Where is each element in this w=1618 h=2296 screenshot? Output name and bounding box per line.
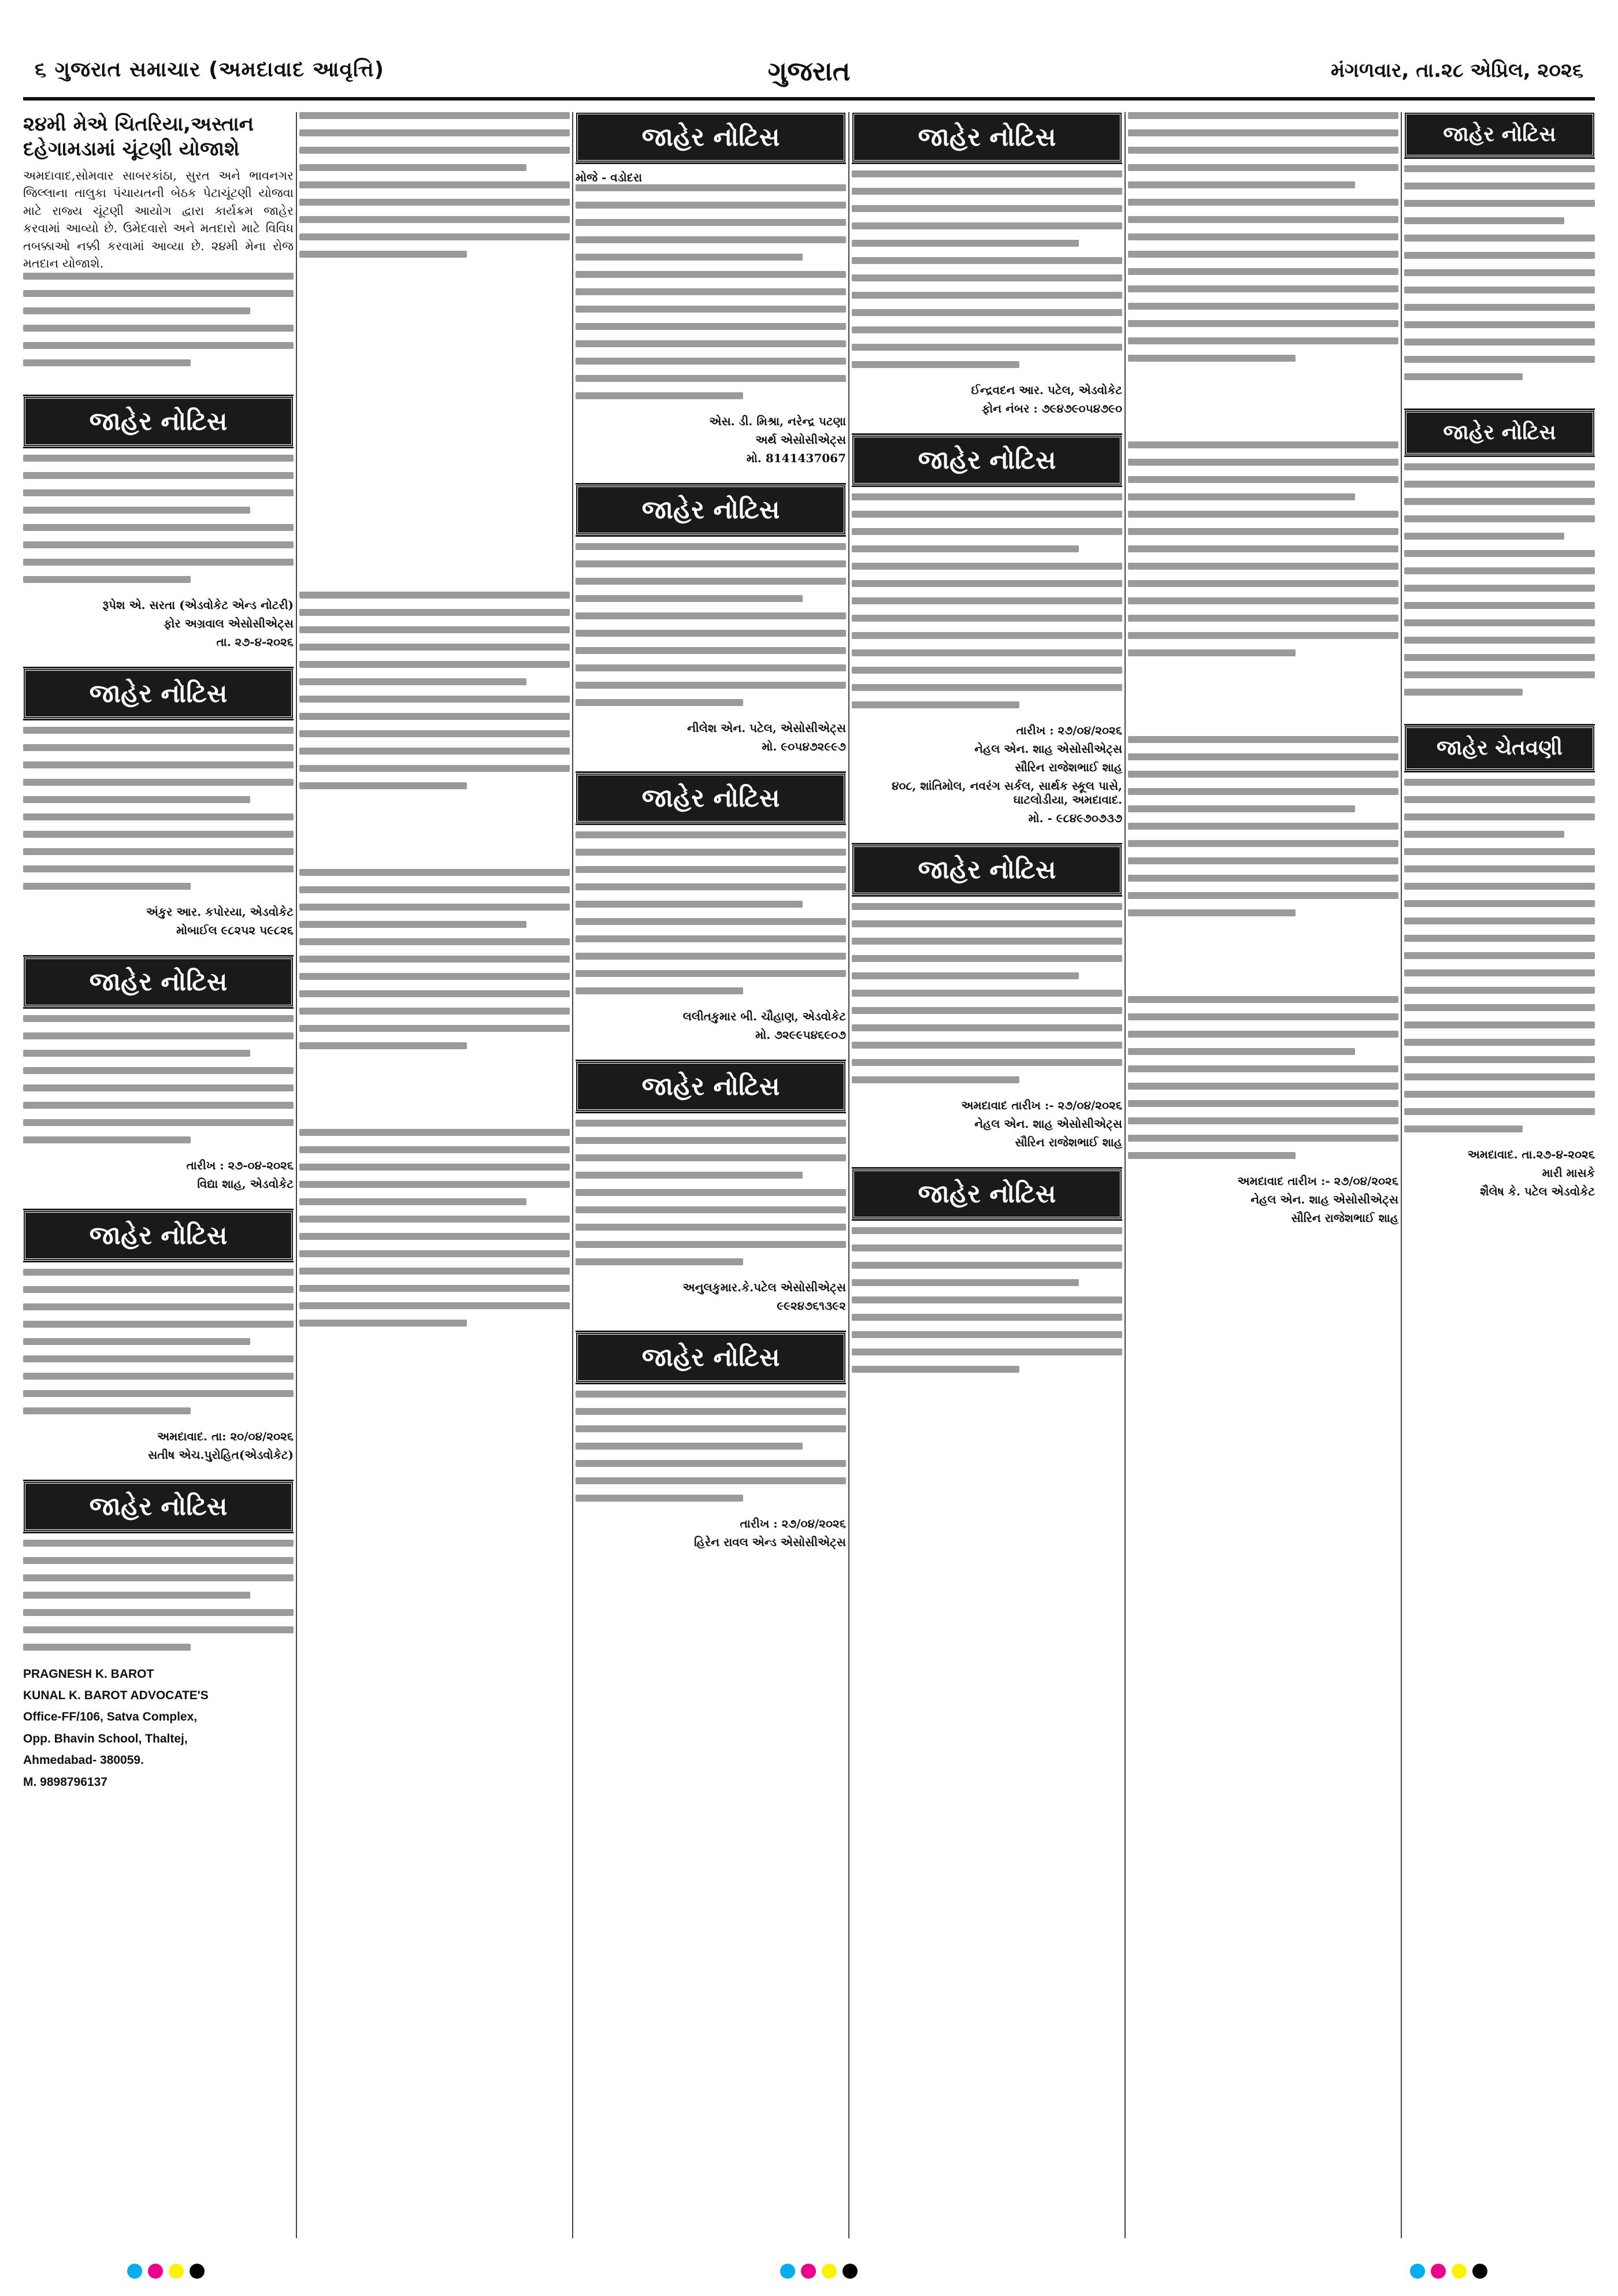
- column-divider: [1401, 112, 1402, 2238]
- magenta-registration-mark: [801, 2264, 816, 2279]
- notice-signature: લલીતકુમાર બી. ચૌહાણ, એડવોકેટ: [682, 1009, 846, 1023]
- warning-notice: [1404, 726, 1595, 1198]
- column-divider: [572, 112, 573, 2238]
- notice-phone: ૯૯૨૪૭૬૧૩૯૨: [777, 1299, 846, 1313]
- notice-heading: જાહેર નોટિસ: [576, 485, 846, 535]
- column-3: [576, 112, 846, 2250]
- column-1: [23, 112, 294, 2250]
- notice-date: અમદાવાદ. તા: ૨૦/૦૪/૨૦૨૬: [157, 1429, 294, 1443]
- notice-9: [576, 1061, 846, 1313]
- notice-date: તા. ૨૭-૪-૨૦૨૬: [216, 634, 294, 649]
- notice-body-continued: [299, 1129, 570, 1337]
- warning-date: અમદાવાદ. તા.૨૭-૪-૨૦૨૬: [1467, 1147, 1595, 1161]
- notice-signature-2: સૌરિન રાજેશભાઈ શાહ: [1015, 1135, 1122, 1149]
- notice-signature: નેહલ એન. શાહ એસોસીએટ્સ: [1250, 1192, 1398, 1206]
- notice-body: [576, 184, 846, 410]
- notice-heading: જાહેર નોટિસ: [576, 773, 846, 823]
- notice-heading: જાહેર નોટિસ: [852, 1169, 1122, 1219]
- notice-heading: જાહેર નોટિસ: [576, 112, 846, 162]
- notice-address: ૪૦૮, શાંતિમોલ, નવરંગ સર્કલ, સાર્થક સ્કૂલ પાસે, ઘાટલોડીયા, અમદાવાદ.: [892, 779, 1122, 807]
- advocate-phone: M. 9898796137: [23, 1775, 107, 1789]
- notice-body: [23, 1269, 294, 1425]
- black-registration-mark: [1472, 2264, 1487, 2279]
- notice-date: તારીખ : ૨૭/૦૪/૨૦૨૬: [1016, 723, 1122, 737]
- notice-phone: મોબાઈલ ૯૮૨૫૨ ૫૯૮૨૬: [176, 923, 294, 937]
- notice-signature: અંકુર આર. કપોરયા, એડવોકેટ: [146, 904, 294, 919]
- notice-date: અમદાવાદ તારીખ :- ૨૭/૦૪/૨૦૨૬: [961, 1098, 1122, 1112]
- column-divider: [296, 112, 297, 2238]
- cyan-registration-mark: [780, 2264, 795, 2279]
- notice-body: [852, 903, 1122, 1094]
- notice-1: [23, 396, 294, 649]
- notice-11: [852, 112, 1122, 415]
- notice-signature: રૂપેશ એ. સરતા (એડવોકેટ એન્ડ નોટરી): [102, 597, 294, 612]
- warning-signature-2: શૈલેષ કે. પટેલ એડવોકેટ: [1480, 1184, 1595, 1198]
- notice-signature: સતીષ એચ.પુરોહિત(એડવોકેટ): [148, 1447, 294, 1462]
- column-5: [1128, 112, 1398, 2250]
- notice-signature-2: સૌરિન રાજેશભાઈ શાહ: [1015, 760, 1122, 774]
- notice-firm: અર્થ એસોસીએટ્સ: [755, 433, 846, 447]
- notice-heading: જાહેર નોટિસ: [23, 668, 294, 719]
- notice-body: [852, 1227, 1122, 1383]
- cyan-registration-mark: [127, 2264, 142, 2279]
- column-6: [1404, 112, 1595, 2250]
- advocate-firm: KUNAL K. BAROT ADVOCATE'S: [23, 1689, 209, 1703]
- notice-14: [852, 1169, 1122, 1383]
- advocate-office: Office-FF/106, Satva Complex,: [23, 1710, 198, 1724]
- warning-signature: મારી માસકે: [1542, 1166, 1595, 1180]
- notice-phone: ફોન નંબર : ૭૯૪૭૯૦૫૪૭૯૦: [982, 402, 1122, 415]
- notice-phone: મો. 8141437067: [746, 451, 846, 465]
- notice-heading: જાહેર નોટિસ: [1404, 410, 1595, 455]
- warning-heading: જાહેર ચેતવણી: [1404, 726, 1595, 771]
- notice-body-continued: [299, 592, 570, 800]
- print-registration-marks: [0, 2264, 1618, 2281]
- notice-phone: મો. ૯૦૫૪૭૨૯૯૭: [762, 740, 846, 753]
- magenta-registration-mark: [148, 2264, 163, 2279]
- notice-heading: જાહેર નોટિસ: [1404, 112, 1595, 157]
- black-registration-mark: [843, 2264, 858, 2279]
- news-headline: ૨૪મી મેએ ચિતરિયા,અસ્તાન દહેગામડામાં ચૂંટણી યોજાશે: [23, 113, 254, 161]
- notice-body: [23, 1015, 294, 1154]
- notice-signature: નેહલ એન. શાહ એસોસીએટ્સ: [974, 742, 1122, 756]
- masthead: [0, 0, 1618, 103]
- yellow-registration-mark: [822, 2264, 837, 2279]
- notice-signature-2: સૌરિન રાજેશભાઈ શાહ: [1291, 1211, 1398, 1225]
- notice-firm: ફોર અગ્રવાલ એસોસીએટ્સ: [164, 616, 294, 630]
- news-body: અમદાવાદ,સોમવાર સાબરકાંઠા, સુરત અને ભાવનગર જિલ્લાના તાલુકા પંચાયતની બેઠક પેટાચૂંટણી યોજવા માટે રાજ્ય ચૂંટણી આયોગ દ્વારા કાર્યક્રમ જાહેર કરવામાં આવ્યો છે. ઉમેદવારો અને મતદારો માટે વિવિધ તબક્કાઓ નક્કી કરવામાં આવ્યા છે. ૨૪મી મેના રોજ મતદાન યોજાશે.: [23, 169, 294, 271]
- yellow-registration-mark: [169, 2264, 184, 2279]
- notice-13: [852, 845, 1122, 1149]
- notice-signature: નેહલ એન. શાહ એસોસીએટ્સ: [974, 1117, 1122, 1131]
- notice-body: [1404, 165, 1595, 391]
- notice-heading: જાહેર નોટિસ: [852, 435, 1122, 485]
- section-title: ગુજરાત: [767, 55, 851, 87]
- notice-body-continued: [1128, 996, 1398, 1169]
- notice-body-continued: [1128, 112, 1398, 372]
- advocate-landmark: Opp. Bhavin School, Thaltej,: [23, 1732, 188, 1745]
- advocate-city: Ahmedabad- 380059.: [23, 1753, 144, 1767]
- notice-date: તારીખ : ૨૭/૦૪/૨૦૨૬: [740, 1517, 846, 1530]
- notice-7: [576, 485, 846, 753]
- column-divider: [1125, 112, 1126, 2238]
- notice-heading: જાહેર નોટિસ: [23, 957, 294, 1007]
- column-4: [852, 112, 1122, 2250]
- notice-body: [576, 543, 846, 716]
- notice-heading: જાહેર નોટિસ: [23, 1481, 294, 1532]
- notice-8: [576, 773, 846, 1042]
- advocate-name: PRAGNESH K. BAROT: [23, 1667, 154, 1681]
- notice-signature: અનુલકુમાર.કે.પટેલ એસોસીએટ્સ: [682, 1280, 846, 1294]
- notice-body: [23, 727, 294, 900]
- notice-16: [1404, 410, 1595, 706]
- notice-5: [23, 1481, 294, 1790]
- notice-body-continued: [1128, 441, 1398, 667]
- notice-heading: જાહેર નોટિસ: [576, 1332, 846, 1383]
- notice-date: તારીખ : ૨૭-૦૪-૨૦૨૬: [186, 1158, 294, 1172]
- notice-body: [852, 493, 1122, 719]
- notice-signature: હિરેન રાવલ એન્ડ એસોસીએટ્સ: [694, 1535, 846, 1549]
- notice-body: [576, 1120, 846, 1276]
- column-divider: [848, 112, 849, 2238]
- notice-heading: જાહેર નોટિસ: [23, 396, 294, 447]
- notice-subtitle: મોજે - વડોદરા: [576, 170, 643, 184]
- notice-body-continued: [1128, 736, 1398, 927]
- notice-date: અમદાવાદ તારીખ :- ૨૭/૦૪/૨૦૨૬: [1237, 1174, 1398, 1188]
- notice-body: [1404, 463, 1595, 706]
- notice-phone: મો. - ૯૮૪૯૭૦૭૩૭: [1028, 811, 1122, 825]
- notice-signature: ઈન્દ્રવદન આર. પટેલ, એડવોકેટ: [971, 383, 1122, 397]
- notice-body: [576, 1391, 846, 1512]
- notice-body-continued: [299, 869, 570, 1060]
- date-line: મંગળવાર, તા.૨૮ એપ્રિલ, ૨૦૨૬: [1331, 59, 1583, 82]
- warning-body: [1404, 779, 1595, 1143]
- notice-body: [23, 1540, 294, 1661]
- notice-body: [23, 455, 294, 593]
- notice-signature: વિદ્યા શાહ, એડવોકેટ: [197, 1176, 294, 1191]
- news-body-continued: [23, 273, 294, 377]
- notice-signature: એસ. ડી. મિશ્રા, નરેન્દ્ર પટણા: [709, 414, 846, 428]
- column-2: [299, 112, 570, 2250]
- notice-6: [576, 112, 846, 465]
- notice-heading: જાહેર નોટિસ: [576, 1061, 846, 1112]
- notice-15: [1404, 112, 1595, 391]
- notice-3: [23, 957, 294, 1191]
- notice-phone: મો. ૭૨૯૯૫૪૬૯૦૭: [755, 1028, 846, 1042]
- yellow-registration-mark: [1452, 2264, 1467, 2279]
- cyan-registration-mark: [1410, 2264, 1425, 2279]
- notice-12: [852, 435, 1122, 825]
- notice-signature: નીલેશ એન. પટેલ, એસોસીએટ્સ: [687, 721, 846, 735]
- masthead-rule: [23, 97, 1595, 101]
- notice-body: [852, 170, 1122, 378]
- notice-body: [576, 831, 846, 1005]
- news-article: [23, 112, 294, 377]
- notice-10: [576, 1332, 846, 1549]
- notice-heading: જાહેર નોટિસ: [23, 1210, 294, 1261]
- edition-label: ૬ ગુજરાત સમાચાર (અમદાવાદ આવૃત્તિ): [35, 58, 385, 81]
- notice-2: [23, 668, 294, 937]
- notice-heading: જાહેર નોટિસ: [852, 112, 1122, 162]
- notice-4: [23, 1210, 294, 1462]
- notice-heading: જાહેર નોટિસ: [852, 845, 1122, 895]
- news-body-continued: [299, 112, 570, 268]
- black-registration-mark: [190, 2264, 205, 2279]
- magenta-registration-mark: [1431, 2264, 1446, 2279]
